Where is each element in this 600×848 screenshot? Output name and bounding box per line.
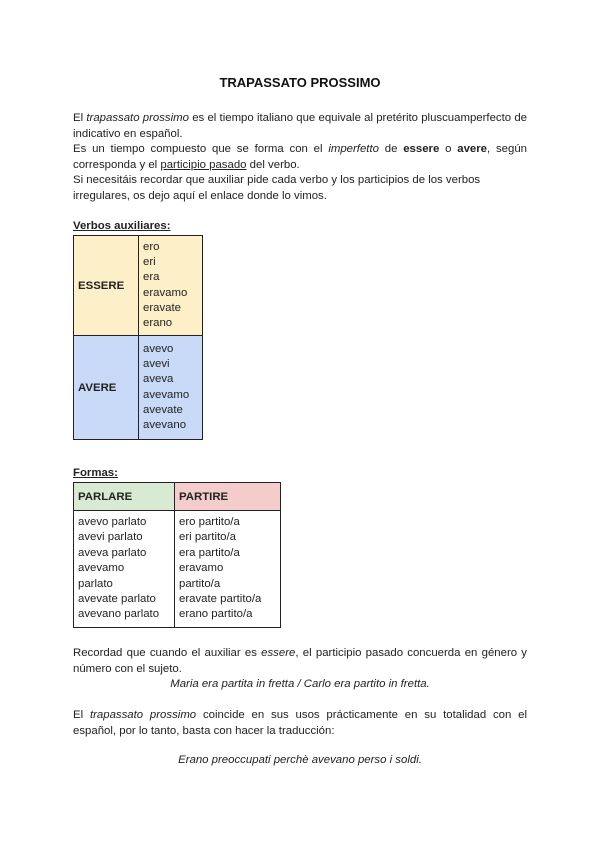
parlare-forms: avevo parlato avevi parlato aveva parlato avevamo parlato avevate parlato avevano parlato [74, 511, 175, 628]
parlare-header: PARLARE [74, 483, 175, 511]
avere-row [74, 336, 203, 440]
intro-paragraph-1: El trapassato prossimo es el tiempo italiano que equivale al pretérito pluscuamperfecto de indicativo en español. [73, 112, 528, 140]
intro-paragraph-3: Si necesitáis recordar que auxiliar pide cada verbo y los participios de los verbos irregulares, os dejo aquí el enlace donde lo vimos. [73, 174, 481, 202]
verb-forms-header-row [74, 483, 281, 511]
usage-section [73, 708, 527, 739]
essere-forms: ero eri era eravamo eravate erano [139, 236, 203, 336]
avere-label: AVERE [74, 336, 139, 440]
intro-section [73, 111, 527, 205]
verb-forms-table [73, 482, 281, 628]
aux-section-heading: Verbos auxiliares: [73, 220, 171, 232]
intro-paragraph-2: Es un tiempo compuesto que se forma con el imperfetto de essere o avere, según corresponda y el participio pasado del verbo. [73, 143, 527, 171]
participio-pasado-link[interactable]: participio pasado [160, 158, 247, 171]
page-title: TRAPASSATO PROSSIMO [219, 75, 381, 90]
example-sentence-2: Erano preoccupati perchè avevano perso i soldi. [178, 754, 422, 766]
agreement-paragraph: Recordad que cuando el auxiliar es essere, el participio pasado concuerda en género y número con el sujeto. [73, 647, 528, 675]
essere-row [74, 236, 203, 336]
example-2-block [73, 753, 527, 769]
example-sentence-1: Maria era partita in fretta / Carlo era partito in fretta. [170, 678, 430, 691]
partire-header: PARTIRE [175, 483, 281, 511]
avere-forms: avevo avevi aveva avevamo avevate avevano [139, 336, 203, 440]
partire-forms: ero partito/a eri partito/a era partito/a eravamo partito/a eravate partito/a erano partito/a [175, 511, 281, 628]
forms-section-heading: Formas: [73, 467, 118, 479]
aux-verbs-table [73, 235, 203, 440]
verb-forms-body-row [74, 511, 281, 628]
outro-section [73, 646, 527, 693]
usage-paragraph: El trapassato prossimo coincide en sus usos prácticamente en su totalidad con el español, por lo tanto, basta con hacer la traducción: [73, 709, 527, 737]
essere-label: ESSERE [74, 236, 139, 336]
